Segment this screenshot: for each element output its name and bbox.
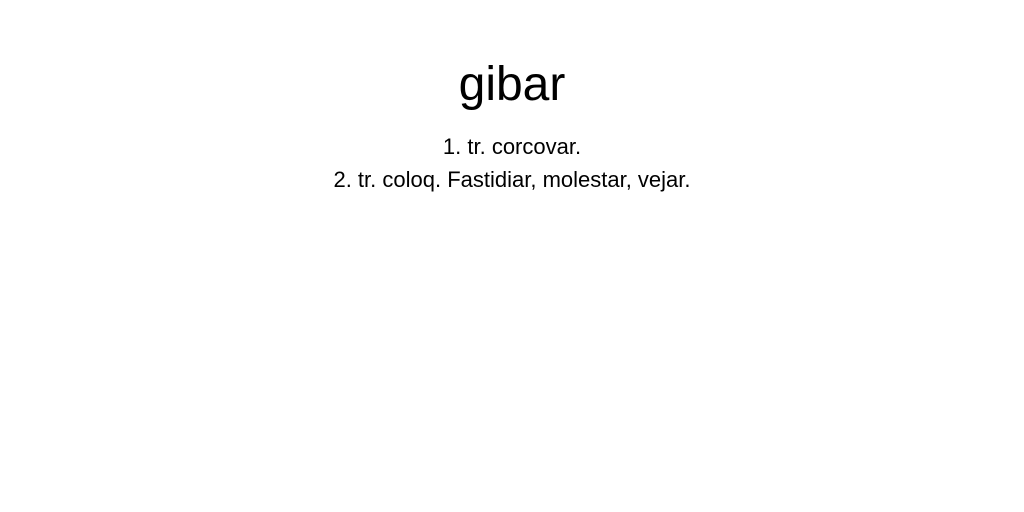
- headword: gibar: [458, 58, 566, 111]
- definition-item: 2. tr. coloq. Fastidiar, molestar, vejar.: [333, 167, 691, 192]
- definition-item: 1. tr. corcovar.: [442, 134, 582, 159]
- definition-list: [0, 130, 1024, 196]
- dictionary-entry: [0, 56, 1024, 196]
